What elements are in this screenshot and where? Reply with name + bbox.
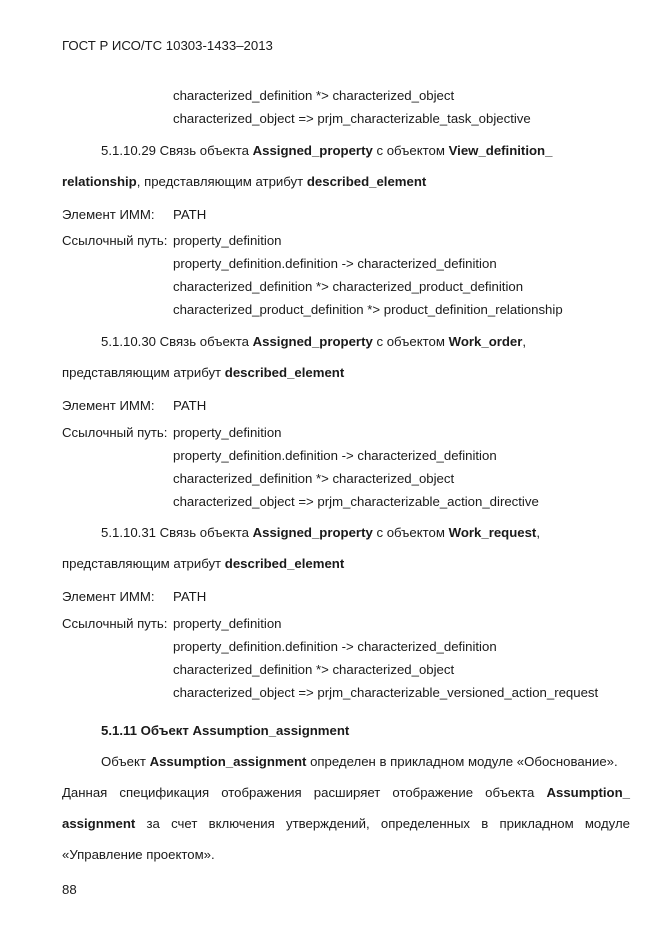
section-heading-cont <box>62 365 344 381</box>
heading-text: , представляющим атрибут <box>136 174 307 189</box>
element-label: Элемент ИММ: <box>62 207 155 222</box>
heading-text: с объектом <box>372 334 449 349</box>
page-header: ГОСТ Р ИСО/ТС 10303-1433–2013 <box>62 38 273 53</box>
heading-text: с объектом <box>372 525 449 540</box>
entity-name: Work_request <box>448 525 537 540</box>
path-line: property_definition <box>173 233 282 248</box>
entity-name: Assigned_property <box>252 143 373 158</box>
element-value: PATH <box>173 398 207 413</box>
paragraph-line <box>62 785 630 801</box>
para-text: за счет включения утверждений, определенных в прикладном модуле <box>146 816 630 831</box>
attribute-name: described_element <box>224 365 345 380</box>
element-label: Элемент ИММ: <box>62 589 155 604</box>
section-heading <box>101 143 552 159</box>
heading-text: 5.1.10.31 Связь объекта <box>101 525 253 540</box>
path-line: property_definition <box>173 616 282 631</box>
path-line: characterized_definition *> characterized_object <box>173 471 455 486</box>
entity-name: Assumption_assignment <box>149 754 307 769</box>
reference-label: Ссылочный путь: <box>62 233 168 248</box>
para-text: определен в прикладном модуле «Обоснование». <box>306 754 618 769</box>
entity-name: Assumption_ <box>546 785 630 800</box>
path-line: property_definition.definition -> characterized_definition <box>173 448 497 463</box>
entity-name: View_definition_ <box>448 143 553 158</box>
entity-name: Assigned_property <box>252 334 373 349</box>
path-line: property_definition.definition -> characterized_definition <box>173 256 497 271</box>
path-line: characterized_definition *> characterized_object <box>173 88 455 103</box>
subsection-heading: 5.1.11 Объект Assumption_assignment <box>101 723 350 738</box>
heading-text: , <box>536 525 540 540</box>
path-line: characterized_definition *> characterized_product_definition <box>173 279 524 294</box>
paragraph-line <box>101 754 618 770</box>
heading-text: 5.1.10.30 Связь объекта <box>101 334 253 349</box>
element-label: Элемент ИММ: <box>62 398 155 413</box>
reference-label: Ссылочный путь: <box>62 616 168 631</box>
reference-label: Ссылочный путь: <box>62 425 168 440</box>
paragraph-line: «Управление проектом». <box>62 847 215 862</box>
element-value: PATH <box>173 207 207 222</box>
path-line: characterized_object => prjm_characterizable_task_objective <box>173 111 531 126</box>
element-value: PATH <box>173 589 207 604</box>
heading-text: представляющим атрибут <box>62 556 225 571</box>
para-text: Данная спецификация отображения расширяет отображение объекта <box>62 785 535 800</box>
path-line: property_definition <box>173 425 282 440</box>
section-heading <box>101 525 540 541</box>
heading-text: , <box>522 334 527 349</box>
heading-text: с объектом <box>372 143 449 158</box>
page-number: 88 <box>62 882 77 897</box>
entity-name: relationship <box>62 174 137 189</box>
paragraph-line <box>62 816 630 832</box>
path-line: characterized_object => prjm_characterizable_versioned_action_request <box>173 685 599 700</box>
entity-name: assignment <box>62 816 136 831</box>
heading-text: 5.1.10.29 Связь объекта <box>101 143 253 158</box>
entity-name: Work_order <box>448 334 523 349</box>
attribute-name: described_element <box>224 556 345 571</box>
section-heading-cont <box>62 556 344 572</box>
section-heading-cont <box>62 174 426 190</box>
path-line: characterized_product_definition *> product_definition_relationship <box>173 302 563 317</box>
path-line: property_definition.definition -> characterized_definition <box>173 639 497 654</box>
heading-text: представляющим атрибут <box>62 365 225 380</box>
path-line: characterized_definition *> characterized_object <box>173 662 455 677</box>
entity-name: Assigned_property <box>252 525 373 540</box>
para-text: Объект <box>101 754 150 769</box>
attribute-name: described_element <box>306 174 427 189</box>
path-line: characterized_object => prjm_characterizable_action_directive <box>173 494 539 509</box>
section-heading <box>101 334 526 350</box>
